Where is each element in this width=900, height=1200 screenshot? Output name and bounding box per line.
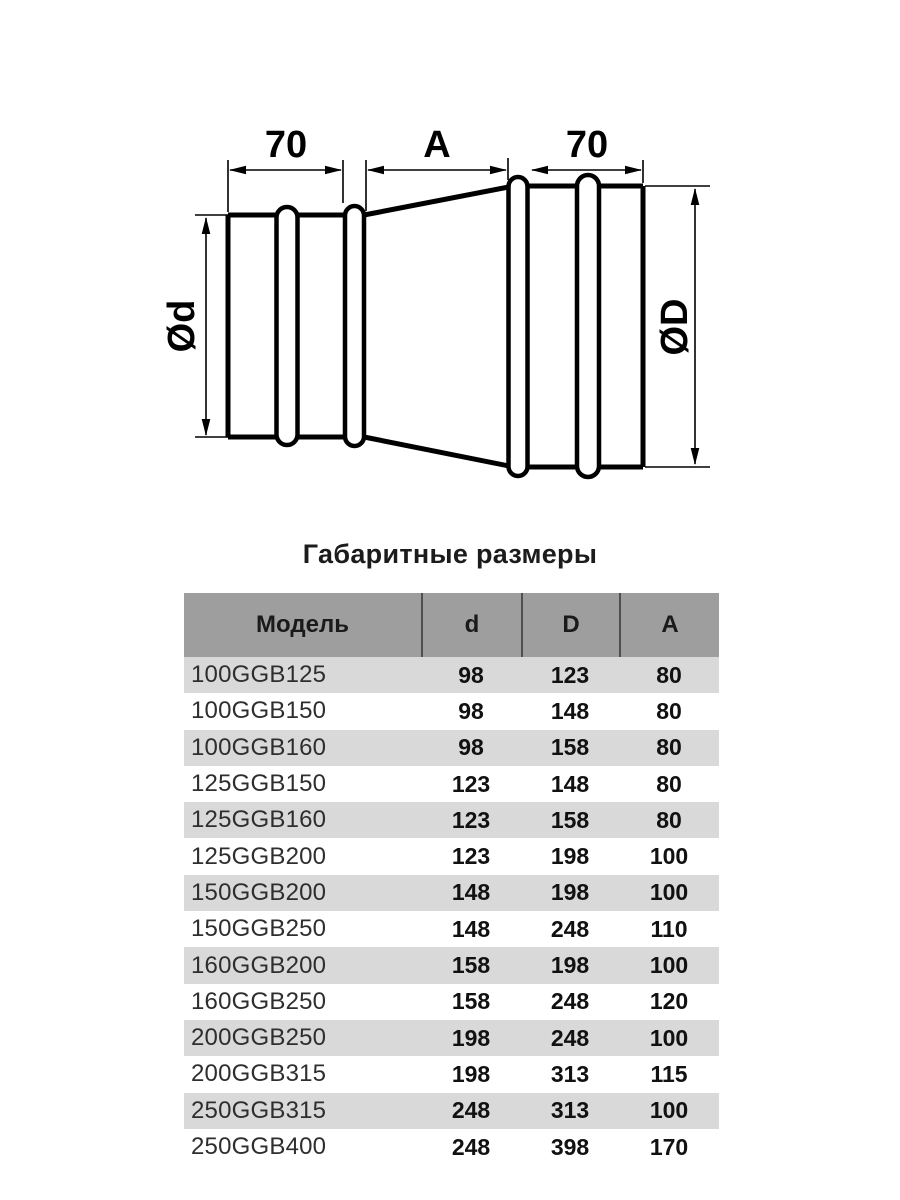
- cell-d: 123: [451, 770, 491, 797]
- table-row: [184, 730, 719, 766]
- col-header-D: D: [521, 593, 619, 657]
- cell-A: 100: [649, 1024, 689, 1051]
- cell-d: 248: [451, 1133, 491, 1160]
- cell-D: 198: [550, 843, 590, 870]
- arrowhead: [691, 188, 700, 205]
- reducer-technical-drawing: [0, 0, 900, 530]
- table-row: [184, 1129, 719, 1165]
- cell-A: 80: [656, 697, 682, 724]
- table-row: [184, 911, 719, 947]
- arrowhead: [325, 166, 342, 175]
- cell-A: 115: [650, 1060, 688, 1087]
- bead-large-duct: [577, 175, 599, 477]
- cell-A: 100: [649, 879, 689, 906]
- cell-model: 150GGB250: [191, 915, 327, 943]
- cell-D: 198: [550, 879, 590, 906]
- cell-d: 98: [458, 697, 484, 724]
- cell-d: 158: [451, 952, 491, 979]
- cell-d: 248: [451, 1097, 491, 1124]
- cell-model: 125GGB150: [191, 770, 327, 798]
- table-row: [184, 947, 719, 983]
- table-row: [184, 657, 719, 693]
- cell-D: 148: [550, 770, 590, 797]
- arrowhead: [625, 166, 642, 175]
- col-header-model: Модель: [256, 611, 349, 638]
- bead-small-duct: [277, 207, 298, 445]
- cell-D: 313: [550, 1097, 590, 1124]
- table-row: [184, 984, 719, 1020]
- table-row: [184, 875, 719, 911]
- cell-A: 80: [656, 661, 682, 688]
- cell-D: 158: [550, 806, 590, 833]
- col-header-A: A: [619, 593, 719, 657]
- cell-d: 98: [458, 734, 484, 761]
- arrowhead: [202, 217, 211, 234]
- cell-D: 313: [550, 1060, 590, 1087]
- cell-A: 100: [649, 952, 689, 979]
- table-row: [184, 1056, 719, 1092]
- table-row: [184, 1020, 719, 1056]
- arrowhead: [229, 166, 246, 175]
- table-title: Габаритные размеры: [302, 539, 598, 569]
- cell-d: 148: [451, 879, 491, 906]
- cell-A: 120: [649, 988, 689, 1015]
- cell-A: 80: [656, 806, 682, 833]
- table-header-row: [184, 593, 719, 657]
- cell-D: 198: [550, 952, 590, 979]
- table-row: [184, 838, 719, 874]
- cell-A: 80: [656, 770, 682, 797]
- arrowhead: [202, 419, 211, 436]
- cell-model: 100GGB150: [191, 697, 327, 725]
- cell-D: 398: [550, 1133, 590, 1160]
- cell-model: 250GGB400: [191, 1133, 327, 1160]
- dim-label-right-length: 70: [565, 124, 609, 166]
- cell-model: 125GGB200: [191, 842, 327, 870]
- cell-d: 158: [451, 988, 491, 1015]
- cell-A: 100: [649, 843, 689, 870]
- cell-D: 123: [550, 661, 590, 688]
- cell-model: 200GGB250: [191, 1024, 327, 1052]
- seam-large-joint: [509, 177, 528, 476]
- col-header-d: d: [421, 593, 521, 657]
- cell-d: 123: [451, 806, 491, 833]
- cell-D: 248: [550, 915, 590, 942]
- cell-d: 148: [451, 915, 491, 942]
- cell-model: 250GGB315: [191, 1096, 327, 1124]
- dim-label-left-length: 70: [264, 124, 308, 166]
- dimensions-table: [184, 593, 719, 1165]
- arrowhead: [490, 166, 507, 175]
- cell-d: 198: [451, 1060, 491, 1087]
- dim-label-cone-length: A: [423, 124, 451, 166]
- cell-model: 100GGB160: [191, 733, 327, 761]
- cell-D: 248: [550, 988, 590, 1015]
- table-body: [184, 657, 719, 1165]
- dim-label-small-diameter: Ød: [161, 299, 203, 353]
- table-row: [184, 766, 719, 802]
- arrowhead: [367, 166, 384, 175]
- cell-d: 98: [458, 661, 484, 688]
- cell-d: 123: [451, 843, 491, 870]
- table-row: [184, 1093, 719, 1129]
- cell-model: 200GGB315: [191, 1060, 327, 1088]
- table-row: [184, 693, 719, 729]
- cell-A: 80: [656, 734, 682, 761]
- cell-model: 100GGB125: [191, 661, 327, 689]
- cell-D: 158: [550, 734, 590, 761]
- table-row: [184, 802, 719, 838]
- arrowhead: [531, 166, 548, 175]
- dim-label-large-diameter: ØD: [654, 298, 696, 356]
- cell-A: 110: [650, 915, 688, 942]
- cell-model: 160GGB250: [191, 987, 327, 1015]
- cell-D: 148: [550, 697, 590, 724]
- cell-model: 150GGB200: [191, 878, 327, 906]
- cell-A: 100: [649, 1097, 689, 1124]
- cell-model: 160GGB200: [191, 951, 327, 979]
- cell-model: 125GGB160: [191, 806, 327, 834]
- cell-A: 170: [649, 1133, 689, 1160]
- cell-D: 248: [550, 1024, 590, 1051]
- seam-small-joint: [345, 206, 364, 446]
- cell-d: 198: [451, 1024, 491, 1051]
- arrowhead: [691, 448, 700, 465]
